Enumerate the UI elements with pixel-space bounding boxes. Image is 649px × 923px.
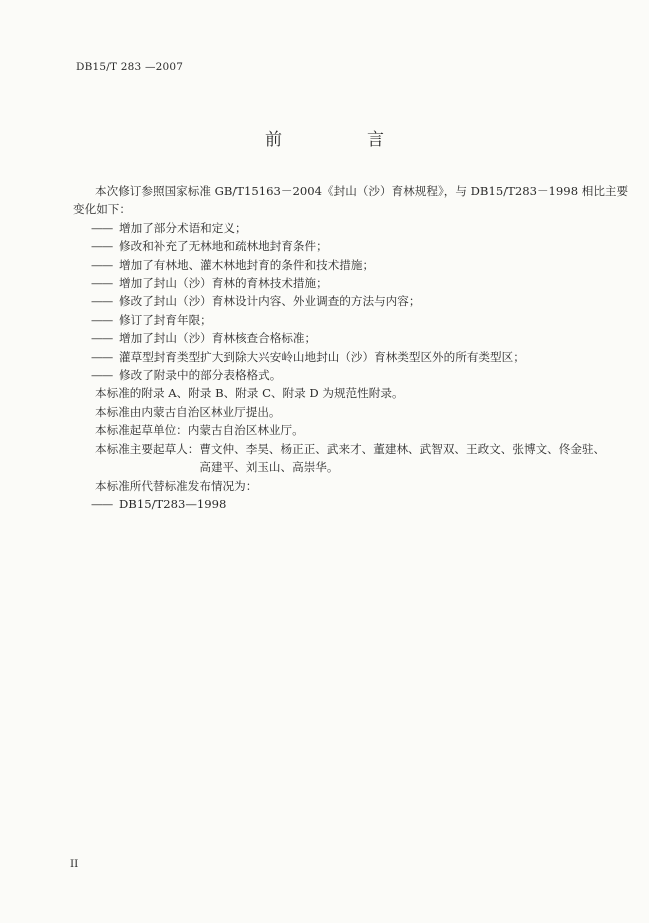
change-dash: —— [91, 368, 113, 383]
change-dash: —— [91, 349, 113, 364]
change-dash: —— [91, 239, 113, 254]
change-text: 灌草型封育类型扩大到除大兴安岭山地封山（沙）育林类型区外的所有类型区； [119, 349, 525, 364]
change-text: 增加了有林地、灌木林地封育的条件和技术措施； [119, 257, 375, 272]
change-text: 修改了附录中的部分表格格式。 [119, 368, 282, 383]
change-text: 修订了封育年限； [119, 312, 212, 327]
change-dash: —— [91, 312, 113, 327]
drafters [73, 440, 613, 477]
drafters-names: 曹文仲、李昊、杨正正、武来才、董建林、武智双、王政文、张博文、佟金驻、高建平、刘玉山、高崇华。 [199, 441, 606, 475]
change-item [73, 348, 613, 366]
page-number: II [70, 858, 79, 870]
foreword-body [73, 182, 629, 513]
history-item [73, 495, 613, 513]
change-dash: —— [91, 257, 113, 272]
intro-line-1: 本次修订参照国家标准 GB/T15163－2004《封山（沙）育林规程》，与 DB15/T283－1998 相比主要 [95, 184, 629, 198]
history-text: DB15/T283—1998 [119, 496, 227, 511]
proposed-by: 本标准由内蒙古自治区林业厅提出。 [95, 404, 281, 419]
change-text: 增加了封山（沙）育林的育林技术措施； [119, 276, 328, 291]
change-dash: —— [91, 331, 113, 346]
change-text: 修改和补充了无林地和疏林地封育条件； [119, 239, 328, 254]
change-item [73, 366, 613, 384]
change-item [73, 292, 613, 310]
change-text: 修改了封山（沙）育林设计内容、外业调查的方法与内容； [119, 294, 421, 309]
change-item [73, 237, 613, 255]
change-text: 增加了部分术语和定义； [119, 220, 247, 235]
standard-code: DB15/T 283 —2007 [76, 61, 184, 73]
drafting-unit: 本标准起草单位：内蒙古自治区林业厅。 [95, 423, 304, 438]
changes-list [73, 219, 613, 385]
change-dash: —— [91, 220, 113, 235]
drafters-label: 本标准主要起草人： [95, 441, 200, 456]
change-item [73, 329, 613, 347]
change-item [73, 311, 613, 329]
appendix-note: 本标准的附录 A、附录 B、附录 C、附录 D 为规范性附录。 [95, 386, 404, 401]
history-label: 本标准所代替标准发布情况为： [95, 478, 258, 493]
change-text: 增加了封山（沙）育林核查合格标准； [119, 331, 317, 346]
change-dash: —— [91, 294, 113, 309]
change-item [73, 256, 613, 274]
change-item [73, 219, 613, 237]
history-dash: —— [91, 496, 113, 511]
intro-line-2: 变化如下： [73, 202, 131, 217]
change-dash: —— [91, 276, 113, 291]
page-title: 前 言 [265, 130, 418, 150]
change-item [73, 274, 613, 292]
